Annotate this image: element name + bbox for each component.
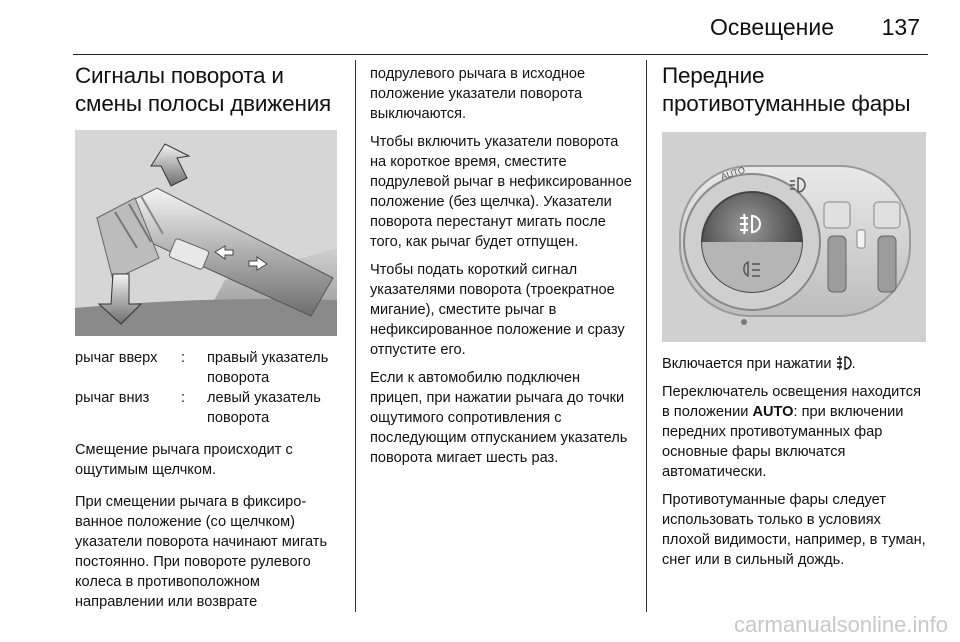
legend-term: рычаг вверх bbox=[75, 350, 158, 366]
lever-drawing bbox=[75, 130, 337, 336]
switch-drawing bbox=[662, 132, 926, 342]
column-3 bbox=[662, 62, 926, 578]
column-2 bbox=[370, 64, 636, 476]
watermark: carmanualsonline.info bbox=[733, 612, 948, 637]
fog-on-paragraph bbox=[662, 354, 926, 374]
auto-mode-label: AUTO bbox=[752, 404, 794, 420]
fog-on-text: Включается при нажатии bbox=[662, 356, 836, 372]
trailer-paragraph: Если к автомобилю подключен прицеп, при нажатии рычага до точки ощутимого сопротивления с последующим отпусканием указатель поворота мигает шесть раз. bbox=[370, 370, 628, 466]
column-1 bbox=[75, 62, 337, 620]
auto-label: AUTO bbox=[719, 164, 747, 182]
column-divider-1 bbox=[355, 60, 356, 612]
return-paragraph: подрулевого рычага в исходное положение указатели поворота выключаются. bbox=[370, 66, 586, 122]
fog-lights-heading: Передние противотуманные фары bbox=[662, 63, 911, 116]
fog-usage-paragraph: Противотуманные фары следует использовать только в условиях плохой видимости, например, в туман, снег или в сильный дождь. bbox=[662, 492, 926, 568]
legend-description: правый указатель поворота bbox=[207, 350, 329, 386]
section-title: Освещение bbox=[710, 14, 834, 40]
short-signal-paragraph: Чтобы включить указатели поворота на короткое время, сместите подрулевой рычаг в нефиксированное положение (без щелчка). Указатели поворота перестанут мигать после того, как рычаг будет отпущен. bbox=[370, 134, 632, 250]
auto-text-before: Переключатель освещения находится в положении bbox=[662, 384, 921, 420]
page-header bbox=[0, 14, 960, 54]
column-divider-2 bbox=[646, 60, 647, 612]
lever-legend bbox=[75, 348, 337, 428]
fog-on-end: . bbox=[851, 356, 856, 372]
auto-text-after: : при включении передних противотуманных фар основные фары включатся автоматически. bbox=[662, 404, 904, 480]
legend-term: рычаг вниз bbox=[75, 390, 150, 406]
triple-blink-paragraph: Чтобы подать короткий сигнал указателями поворота (троекратное мигание), сместите рычаг в нефиксированное положение и сразу отпустите его. bbox=[370, 262, 625, 358]
legend-description: левый указатель поворота bbox=[207, 390, 321, 426]
auto-paragraph bbox=[662, 382, 926, 482]
page-number: 137 bbox=[881, 14, 920, 40]
front-fog-light-icon bbox=[836, 356, 852, 370]
legend-row bbox=[75, 348, 337, 388]
legend-row bbox=[75, 388, 337, 428]
legend-separator: : bbox=[181, 350, 186, 366]
turn-signal-heading: Сигналы поворота и смены полосы движения bbox=[75, 63, 332, 116]
turn-signal-lever-illustration bbox=[75, 130, 337, 336]
click-paragraph: Смещение рычага происходит с ощутимым щелчком. bbox=[75, 442, 293, 478]
fixed-position-paragraph: При смещении рычага в фиксированное положение (со щелчком) указатели поворота начинают мигать постоянно. При повороте рулевого колеса в противоположном направлении или возврате bbox=[75, 494, 328, 610]
header-rule bbox=[73, 54, 928, 55]
legend-separator: : bbox=[181, 390, 186, 406]
light-switch-illustration bbox=[662, 132, 926, 342]
